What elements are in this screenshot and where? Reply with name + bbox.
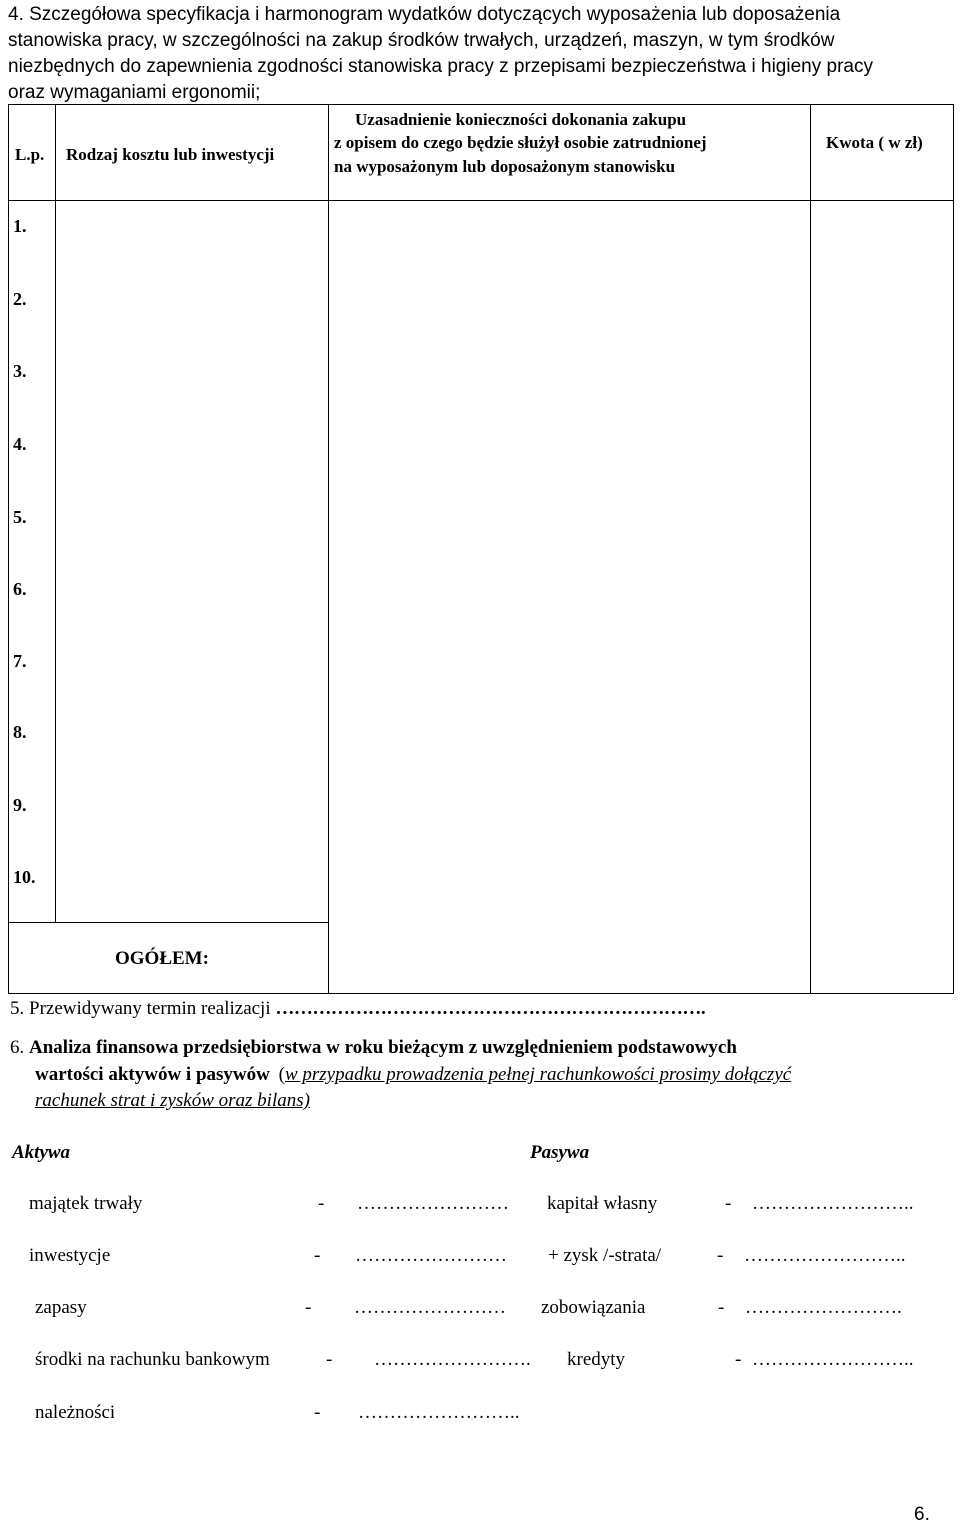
section-6-title-cont: wartości aktywów i pasywów xyxy=(35,1064,270,1085)
row-number: 4. xyxy=(13,434,27,454)
row-number: 7. xyxy=(13,651,27,671)
pasywa-dash: - xyxy=(717,1245,724,1266)
table-col-divider xyxy=(328,104,329,993)
intro-line: oraz wymaganiami ergonomii; xyxy=(8,82,261,103)
section-6-number: 6. xyxy=(10,1037,25,1058)
section-6-note-cont xyxy=(10,1090,310,1111)
aktywa-label: inwestycje xyxy=(29,1245,111,1266)
total-label: OGÓŁEM: xyxy=(115,948,209,969)
section-4-intro xyxy=(8,2,953,106)
row-number: 5. xyxy=(13,507,27,527)
section-6-note-text: rachunek strat i zysków oraz bilans) xyxy=(35,1090,310,1111)
aktywa-value-dots: …………………… xyxy=(357,1193,509,1214)
pasywa-label: kapitał własny xyxy=(547,1193,658,1214)
table-right-border xyxy=(953,104,954,993)
pasywa-dash: - xyxy=(725,1193,732,1214)
pasywa-dash: - xyxy=(718,1297,725,1318)
pasywa-heading: Pasywa xyxy=(530,1142,590,1163)
aktywa-label: należności xyxy=(35,1402,116,1423)
header-uzasadnienie-line: z opisem do czego będzie służył osobie zatrudnionej xyxy=(334,133,707,152)
aktywa-label: zapasy xyxy=(35,1297,87,1318)
section-6-line3 xyxy=(10,1090,310,1112)
pasywa-value-dots: …………………….. xyxy=(752,1349,914,1370)
section-5 xyxy=(10,998,705,1020)
pasywa-dash: - xyxy=(735,1349,742,1370)
row-number: 10. xyxy=(13,867,36,887)
pasywa-label: + zysk /-strata/ xyxy=(548,1245,662,1266)
row-number: 1. xyxy=(13,216,27,236)
header-rodzaj: Rodzaj kosztu lub inwestycji xyxy=(66,145,275,164)
aktywa-dash: - xyxy=(318,1193,325,1214)
section-5-dots: ……………………………………………………………. xyxy=(275,998,706,1019)
section-5-label: 5. Przewidywany termin realizacji xyxy=(10,998,271,1019)
table-top-border xyxy=(8,104,954,105)
aktywa-value-dots: …………………… xyxy=(354,1297,506,1318)
intro-line: niezbędnych do zapewnienia zgodności stanowiska pracy z przepisami bezpieczeństwa i higieny pracy xyxy=(8,56,873,77)
pasywa-label: zobowiązania xyxy=(541,1297,646,1318)
pasywa-value-dots: …………………….. xyxy=(744,1245,906,1266)
section-6-line1 xyxy=(10,1037,737,1059)
row-number: 8. xyxy=(13,722,27,742)
aktywa-value-dots: …………………… xyxy=(355,1245,507,1266)
page-number: 6. xyxy=(914,1504,930,1525)
section-6-note: w przypadku prowadzenia pełnej rachunkowości prosimy dołączyć xyxy=(284,1064,792,1085)
section-6-paren: ( xyxy=(278,1064,285,1085)
pasywa-value-dots: ……………………. xyxy=(745,1297,902,1318)
aktywa-value-dots: ……………………. xyxy=(374,1349,531,1370)
aktywa-dash: - xyxy=(314,1245,321,1266)
intro-line: 4. Szczegółowa specyfikacja i harmonogram wydatków dotyczących wyposażenia lub doposażenia xyxy=(8,4,841,25)
header-lp: L.p. xyxy=(15,145,45,164)
aktywa-dash: - xyxy=(326,1349,333,1370)
aktywa-dash: - xyxy=(314,1402,321,1423)
aktywa-label: środki na rachunku bankowym xyxy=(35,1349,270,1370)
row-number: 2. xyxy=(13,289,27,309)
row-number: 3. xyxy=(13,361,27,381)
header-kwota: Kwota ( w zł) xyxy=(826,133,923,152)
table-body-bottom-border xyxy=(8,922,328,923)
pasywa-label: kredyty xyxy=(567,1349,626,1370)
row-number: 9. xyxy=(13,795,27,815)
table-header-bottom-border xyxy=(8,200,954,201)
section-6-title: Analiza finansowa przedsiębiorstwa w roku bieżącym z uwzględnieniem podstawowych xyxy=(29,1037,737,1058)
section-6-line2 xyxy=(35,1064,791,1086)
table-left-border xyxy=(8,104,9,993)
aktywa-value-dots: …………………….. xyxy=(358,1402,520,1423)
row-number: 6. xyxy=(13,579,27,599)
table-col-divider xyxy=(55,104,56,922)
header-uzasadnienie-line: Uzasadnienie konieczności dokonania zakupu xyxy=(355,110,687,129)
aktywa-dash: - xyxy=(305,1297,312,1318)
intro-line: stanowiska pracy, w szczególności na zakup środków trwałych, urządzeń, maszyn, w tym środków xyxy=(8,30,835,51)
table-col-divider xyxy=(810,104,811,993)
aktywa-heading: Aktywa xyxy=(12,1142,71,1163)
aktywa-label: majątek trwały xyxy=(29,1193,143,1214)
table-bottom-border xyxy=(8,993,954,994)
header-uzasadnienie-line: na wyposażonym lub doposażonym stanowisku xyxy=(334,157,676,176)
pasywa-value-dots: …………………….. xyxy=(752,1193,914,1214)
